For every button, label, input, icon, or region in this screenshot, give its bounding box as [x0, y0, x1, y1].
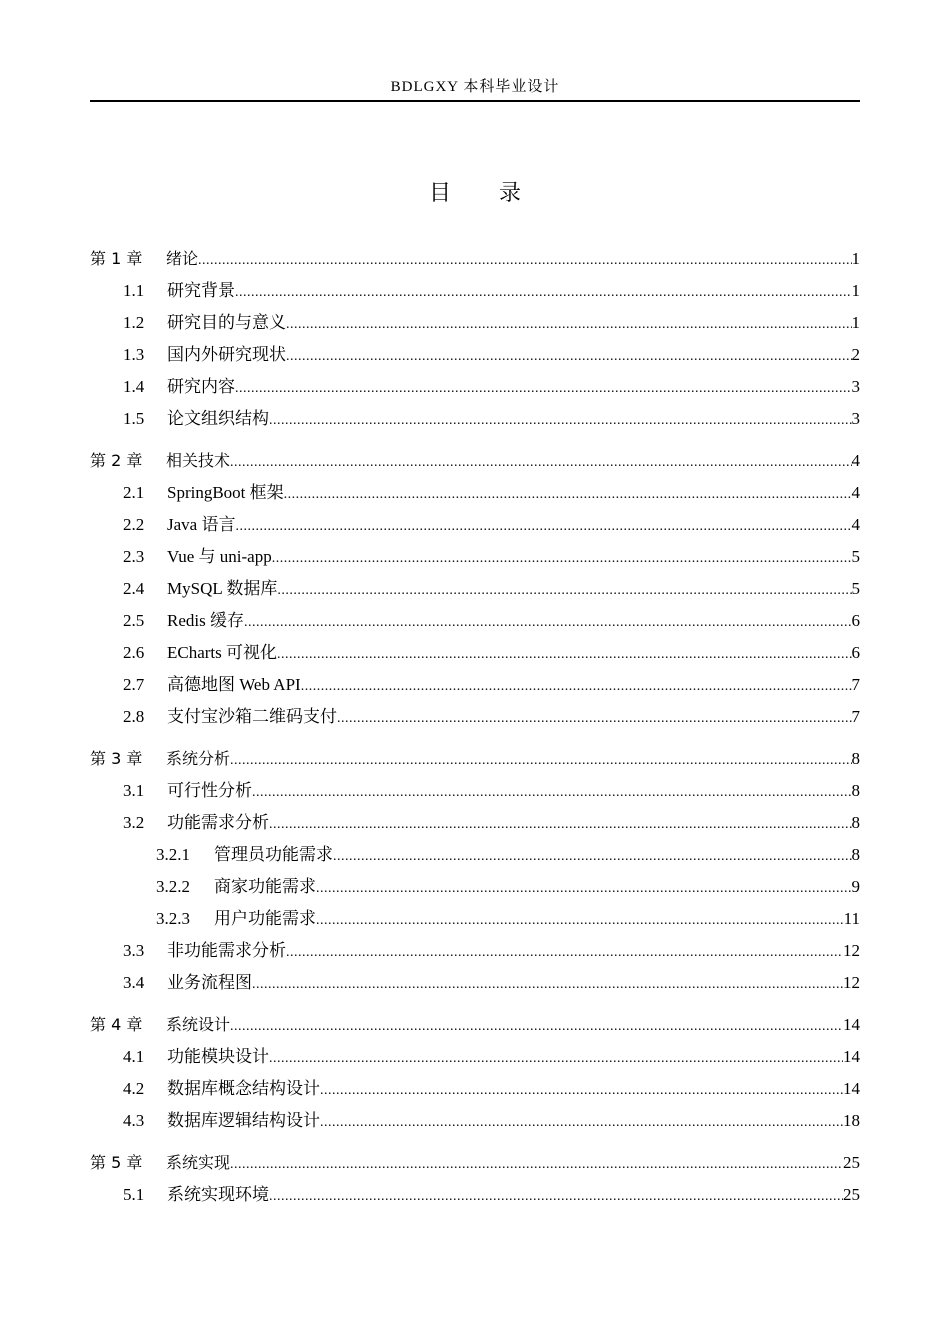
- toc-dot-leader: [320, 1107, 843, 1139]
- toc-dot-leader: [230, 744, 851, 777]
- toc-entry-number: 3.2.1: [156, 845, 190, 864]
- toc-entry-number: 4.1: [123, 1047, 145, 1066]
- toc-entry-number: 4.3: [123, 1111, 145, 1130]
- toc-entry-number: 2.6: [123, 643, 145, 662]
- toc-entry[interactable]: [90, 403, 860, 435]
- toc-entry-label: 研究目的与意义: [167, 313, 286, 332]
- toc-chapter-entry[interactable]: [90, 242, 860, 275]
- toc-page-number: 3: [851, 377, 860, 396]
- toc-entry-label: ECharts 可视化: [167, 643, 278, 662]
- toc-entry-number: 第 4 章: [90, 1015, 143, 1034]
- toc-entry[interactable]: [90, 701, 860, 733]
- toc-entry[interactable]: [90, 371, 860, 403]
- toc-dot-leader: [235, 277, 852, 309]
- toc-entry-number: 2.3: [123, 547, 145, 566]
- toc-entry-number: 3.3: [123, 941, 145, 960]
- toc-entry-number: 3.1: [123, 781, 145, 800]
- toc-entry-number: 2.5: [123, 611, 145, 630]
- toc-entry-label: 国内外研究现状: [167, 345, 286, 364]
- toc-title: [0, 178, 950, 210]
- toc-entry[interactable]: [90, 605, 860, 637]
- toc-dot-leader: [286, 937, 843, 969]
- toc-entry[interactable]: [90, 807, 860, 839]
- toc-entry-number: 3.2.3: [156, 909, 190, 928]
- toc-entry-number: 1.5: [123, 409, 145, 428]
- toc-dot-leader: [230, 1148, 843, 1181]
- toc-title-char-2: 录: [499, 181, 522, 206]
- toc-page-number: 14: [843, 1015, 860, 1034]
- toc-dot-leader: [284, 479, 852, 511]
- toc-dot-leader: [301, 671, 852, 703]
- toc-entry-number: 4.2: [123, 1079, 145, 1098]
- toc-page-number: 12: [843, 973, 860, 992]
- toc-entry-label: 用户功能需求: [214, 909, 316, 928]
- toc-dot-leader: [337, 703, 852, 735]
- toc-entry-label: 业务流程图: [167, 973, 252, 992]
- toc-page-number: 25: [843, 1153, 860, 1172]
- toc-page-number: 7: [851, 675, 860, 694]
- toc-entry[interactable]: [90, 871, 860, 903]
- toc-entry-label: 系统设计: [166, 1015, 231, 1034]
- toc-entry-label: 商家功能需求: [214, 877, 316, 896]
- toc-dot-leader: [230, 1010, 843, 1043]
- toc-entry-label: Vue 与 uni-app: [167, 547, 272, 566]
- toc-entry-label: 绪论: [166, 249, 199, 268]
- toc-entry-label: 功能需求分析: [167, 813, 269, 832]
- toc-entry[interactable]: [90, 637, 860, 669]
- toc-entry-label: 非功能需求分析: [167, 941, 286, 960]
- toc-entry-label: 数据库逻辑结构设计: [167, 1111, 320, 1130]
- toc-entry-number: 5.1: [123, 1185, 145, 1204]
- toc-entry[interactable]: [90, 477, 860, 509]
- toc-page-number: 6: [851, 643, 860, 662]
- toc-entry-number: 2.1: [123, 483, 145, 502]
- toc-entry[interactable]: [90, 967, 860, 999]
- toc-dot-leader: [269, 1043, 843, 1075]
- toc-entry[interactable]: [90, 307, 860, 339]
- toc-page-number: 8: [851, 749, 860, 768]
- toc-page-number: 14: [843, 1079, 860, 1098]
- toc-entry-number: 2.4: [123, 579, 145, 598]
- toc-dot-leader: [333, 841, 852, 873]
- toc-entry-label: SpringBoot 框架: [167, 483, 284, 502]
- toc-page-number: 6: [851, 611, 860, 630]
- toc-entry[interactable]: [90, 573, 860, 605]
- toc-page-number: 12: [843, 941, 860, 960]
- toc-dot-leader: [252, 777, 852, 809]
- toc-page-number: 8: [851, 781, 860, 800]
- toc-page-number: 8: [851, 813, 860, 832]
- toc-entry-number: 2.7: [123, 675, 145, 694]
- toc-entry[interactable]: [90, 275, 860, 307]
- toc-page-number: 5: [851, 579, 860, 598]
- toc-page-number: 11: [843, 909, 860, 928]
- toc-entry-number: 2.2: [123, 515, 145, 534]
- toc-dot-leader: [235, 373, 852, 405]
- toc-page-number: 1: [851, 249, 860, 268]
- toc-dot-leader: [320, 1075, 843, 1107]
- toc-page-number: 3: [851, 409, 860, 428]
- toc-entry-label: 系统实现: [166, 1153, 231, 1172]
- toc-entry[interactable]: [90, 839, 860, 871]
- toc-entry-label: 研究内容: [167, 377, 235, 396]
- toc-page-number: 8: [851, 845, 860, 864]
- toc-page-number: 4: [851, 515, 860, 534]
- toc-entry[interactable]: [90, 1179, 860, 1211]
- toc-page-number: 5: [851, 547, 860, 566]
- toc-entry-number: 1.4: [123, 377, 145, 396]
- toc-entry[interactable]: [90, 935, 860, 967]
- toc-entry[interactable]: [90, 509, 860, 541]
- toc-dot-leader: [286, 309, 852, 341]
- toc-dot-leader: [316, 905, 844, 937]
- toc-entry-label: 高德地图 Web API: [167, 675, 301, 694]
- toc-dot-leader: [198, 244, 851, 277]
- toc-page-number: 1: [851, 281, 860, 300]
- toc-page-number: 4: [851, 483, 860, 502]
- toc-page-number: 7: [851, 707, 860, 726]
- toc-entry[interactable]: [90, 1105, 860, 1137]
- page-header: [90, 76, 860, 102]
- toc-dot-leader: [269, 1181, 843, 1213]
- toc-entry-label: 数据库概念结构设计: [167, 1079, 320, 1098]
- toc-chapter-entry[interactable]: [90, 742, 860, 775]
- toc-entry[interactable]: [90, 1041, 860, 1073]
- toc-entry-label: 系统分析: [166, 749, 231, 768]
- toc-page-number: 18: [843, 1111, 860, 1130]
- toc-dot-leader: [252, 969, 843, 1001]
- toc-page-number: 1: [851, 313, 860, 332]
- toc-entry-number: 1.1: [123, 281, 145, 300]
- toc-entry-label: Java 语言: [167, 515, 236, 534]
- toc-page-number: 25: [843, 1185, 860, 1204]
- toc-page-number: 4: [851, 451, 860, 470]
- toc-dot-leader: [230, 446, 851, 479]
- toc-dot-leader: [277, 639, 851, 671]
- toc-chapter-entry[interactable]: [90, 1146, 860, 1179]
- toc-entry-label: 系统实现环境: [167, 1185, 269, 1204]
- toc-dot-leader: [269, 809, 852, 841]
- toc-page-number: 14: [843, 1047, 860, 1066]
- toc-entry-label: 支付宝沙箱二维码支付: [167, 707, 337, 726]
- toc-dot-leader: [286, 341, 852, 373]
- toc-entry-label: 功能模块设计: [167, 1047, 269, 1066]
- toc-entry-number: 第 2 章: [90, 451, 143, 470]
- toc-entry-number: 第 3 章: [90, 749, 143, 768]
- toc-entry[interactable]: [90, 339, 860, 371]
- toc-dot-leader: [277, 575, 851, 607]
- toc-entry[interactable]: [90, 1073, 860, 1105]
- toc-entry-number: 2.8: [123, 707, 145, 726]
- toc-entry-label: 可行性分析: [167, 781, 252, 800]
- toc-entry-label: 研究背景: [167, 281, 235, 300]
- toc-entry-number: 3.2.2: [156, 877, 190, 896]
- toc-dot-leader: [244, 607, 852, 639]
- toc-entry[interactable]: [90, 903, 860, 935]
- header-text: BDLGXY 本科毕业设计: [390, 79, 560, 95]
- toc-entry-label: 相关技术: [166, 451, 231, 470]
- toc-page-number: 2: [851, 345, 860, 364]
- toc-entry[interactable]: [90, 541, 860, 573]
- toc-dot-leader: [269, 405, 852, 437]
- toc-dot-leader: [235, 511, 851, 543]
- toc-title-char-1: 目: [428, 181, 451, 206]
- toc-entry-label: 论文组织结构: [167, 409, 269, 428]
- toc-entry[interactable]: [90, 775, 860, 807]
- toc-dot-leader: [316, 873, 852, 905]
- toc-entry-label: Redis 缓存: [167, 611, 244, 630]
- toc-dot-leader: [272, 543, 852, 575]
- toc-chapter-entry[interactable]: [90, 1008, 860, 1041]
- toc-entry-number: 3.4: [123, 973, 145, 992]
- toc-entry-number: 1.2: [123, 313, 145, 332]
- toc-entry-label: MySQL 数据库: [167, 579, 278, 598]
- toc-entry-number: 第 5 章: [90, 1153, 143, 1172]
- table-of-contents: [90, 242, 860, 1211]
- toc-entry-label: 管理员功能需求: [214, 845, 333, 864]
- toc-entry[interactable]: [90, 669, 860, 701]
- toc-chapter-entry[interactable]: [90, 444, 860, 477]
- toc-page-number: 9: [851, 877, 860, 896]
- toc-entry-number: 3.2: [123, 813, 145, 832]
- toc-entry-number: 第 1 章: [90, 249, 143, 268]
- toc-entry-number: 1.3: [123, 345, 145, 364]
